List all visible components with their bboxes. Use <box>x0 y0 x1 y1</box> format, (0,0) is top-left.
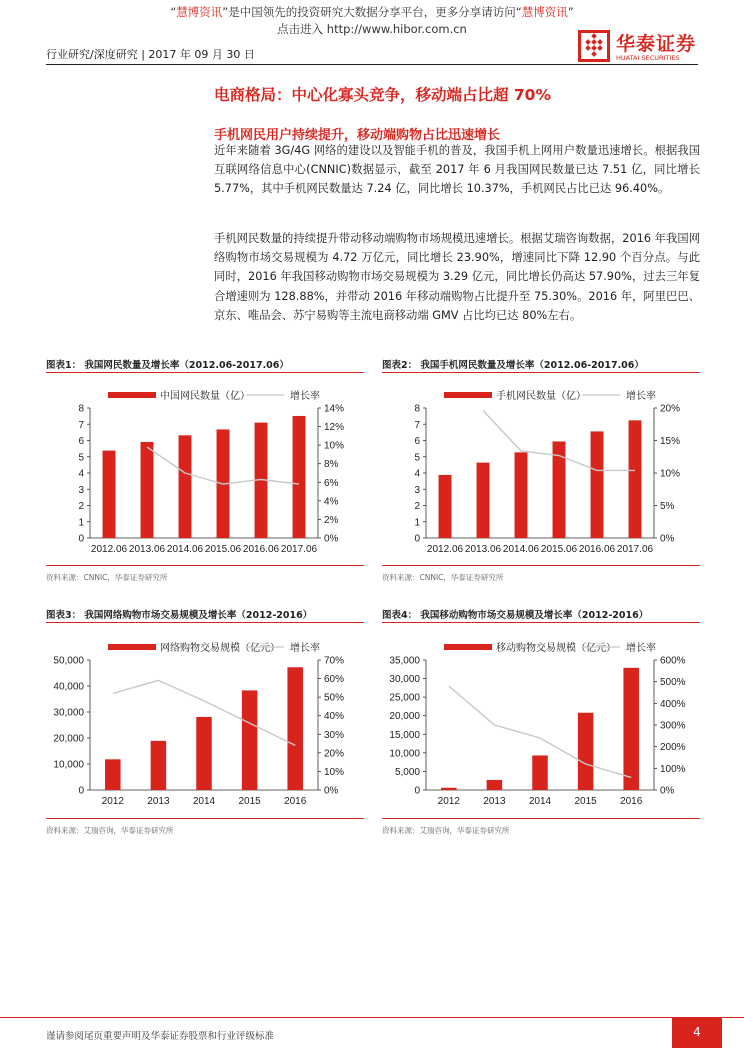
y-right-tick-label: 0% <box>660 533 675 545</box>
y-right-tick-label: 15% <box>660 436 681 447</box>
chart-1 <box>46 380 364 560</box>
y-left-tick-label: 15,000 <box>389 729 420 741</box>
bar <box>151 741 167 790</box>
paragraph-2: 手机网民数量的持续提升带动移动端购物市场规模迅速增长。根据艾瑞咨询数据，2016 年我国网络购物市场交易规模为 4.72 万亿元，同比增长 23.90%，增速同比下降 12.90 个百分点。与此同时，2016 年我国移动购物市场交易规模为 3.29 亿元，同比增长仍高达 57.90%，过去三年复合增速则为 128.88%，并带动 2016 年移动端购物占比提升至 75.30%。2016 年，阿里巴巴、京东、唯品会、苏宁易购等主流电商移动端 GMV 占比均已达 80%左右。 <box>214 232 700 322</box>
y-right-tick-label: 10% <box>660 468 681 480</box>
header-divider <box>46 64 698 65</box>
bar <box>629 420 642 538</box>
footer-disclaimer: 谨请参阅尾页重要声明及华泰证券股票和行业评级标准 <box>46 1031 275 1042</box>
x-tick-label: 2017.06 <box>280 544 318 555</box>
legend-bar-swatch <box>108 644 156 650</box>
legend-line-label: 增长率 <box>626 643 656 654</box>
y-right-tick-label: 20% <box>324 748 345 760</box>
x-tick-label: 2013.06 <box>464 544 502 555</box>
figure-1-title: 图表1： 我国网民数量及增长率（2012.06-2017.06） <box>46 360 289 371</box>
y-right-tick-label: 40% <box>324 711 345 723</box>
figure-2-source: 资料来源：CNNIC，华泰证券研究所 <box>382 573 504 582</box>
figure-1-top-rule <box>46 372 364 373</box>
chart-3 <box>46 632 364 812</box>
bar <box>441 788 457 790</box>
legend-bar-label: 手机网民数量（亿） <box>496 391 586 402</box>
y-right-tick-label: 400% <box>660 698 686 710</box>
y-right-tick-label: 70% <box>324 655 345 667</box>
bar <box>591 431 604 538</box>
logo-subtext: HUATAI SECURITIES <box>616 54 680 62</box>
x-tick-label: 2014.06 <box>502 544 540 555</box>
y-right-tick-label: 30% <box>324 729 345 741</box>
figure-4-top-rule <box>382 622 700 623</box>
legend-bar-swatch <box>108 392 156 398</box>
figure-3-title: 图表3： 我国网络购物市场交易规模及增长率（2012-2016） <box>46 610 313 621</box>
figure-1-bottom-rule <box>46 565 364 566</box>
bar <box>487 780 503 790</box>
y-left-tick-label: 5,000 <box>394 766 420 778</box>
legend <box>444 389 656 402</box>
x-tick-label: 2014.06 <box>166 544 204 555</box>
figure-2-top-rule <box>382 372 700 373</box>
legend-line-label: 增长率 <box>290 391 320 402</box>
legend-line-label: 增长率 <box>626 391 656 402</box>
figure-3-bottom-rule <box>46 818 364 819</box>
chart-4 <box>382 632 700 812</box>
figure-2-title: 图表2： 我国手机网民数量及增长率（2012.06-2017.06） <box>382 360 644 371</box>
banner-brand-link[interactable]: 慧博资讯 <box>176 5 223 19</box>
paragraph-1: 近年来随着 3G/4G 网络的建设以及智能手机的普及，我国手机上网用户数量迅速增长。根据我国互联网络信息中心(CNNIC)数据显示，截至 2017 年 6 月我国网民数量已达 7.51 亿，同比增长 5.77%，其中手机网民数量达 7.24 亿，同比增长 10.37%，手机网民占比已达 96.40%。 <box>214 144 700 196</box>
y-right-tick-label: 0% <box>324 533 339 545</box>
x-tick-label: 2017.06 <box>616 544 654 555</box>
legend-bar-swatch <box>444 644 492 650</box>
bar <box>477 463 490 538</box>
figure-4-bottom-rule <box>382 818 700 819</box>
bar <box>141 442 154 538</box>
x-tick-label: 2015.06 <box>204 544 242 555</box>
y-left-tick-label: 10,000 <box>389 748 420 760</box>
y-right-tick-label: 100% <box>660 763 686 775</box>
y-left-tick-label: 0 <box>78 533 84 545</box>
y-right-tick-label: 300% <box>660 720 686 732</box>
y-left-tick-label: 2 <box>78 501 84 512</box>
y-left-tick-label: 50,000 <box>53 655 84 667</box>
y-left-tick-label: 20,000 <box>389 711 420 723</box>
y-right-tick-label: 0% <box>660 785 675 797</box>
logo-text: 华泰证券 <box>616 33 697 55</box>
y-left-tick-label: 1 <box>414 517 420 529</box>
y-right-tick-label: 10% <box>324 766 345 778</box>
bar <box>103 451 116 538</box>
bar <box>439 475 452 538</box>
y-left-tick-label: 0 <box>78 785 84 797</box>
y-right-tick-label: 14% <box>324 403 345 415</box>
breadcrumb: 行业研究/深度研究 | 2017 年 09 月 30 日 <box>46 48 255 61</box>
y-left-tick-label: 30,000 <box>53 707 84 719</box>
y-right-tick-label: 10% <box>324 440 345 452</box>
company-logo <box>578 28 698 68</box>
bar <box>578 713 594 790</box>
figure-3-source: 资料来源：艾瑞咨询，华泰证券研究所 <box>46 826 174 835</box>
y-right-tick-label: 4% <box>324 496 339 508</box>
y-right-tick-label: 0% <box>324 785 339 797</box>
y-left-tick-label: 40,000 <box>53 681 84 693</box>
chart-2 <box>382 380 700 560</box>
y-right-tick-label: 8% <box>324 459 339 471</box>
page-number: 4 <box>693 1025 701 1039</box>
y-left-tick-label: 10,000 <box>53 759 84 771</box>
x-tick-label: 2012.06 <box>90 544 128 555</box>
y-left-tick-label: 4 <box>414 468 420 480</box>
y-left-tick-label: 4 <box>78 468 84 480</box>
y-right-tick-label: 6% <box>324 477 339 489</box>
page-number-box <box>672 1018 722 1048</box>
legend-bar-swatch <box>444 392 492 398</box>
y-left-tick-label: 8 <box>414 403 420 415</box>
banner-quote-open: “ <box>170 5 177 19</box>
y-left-tick-label: 20,000 <box>53 733 84 745</box>
y-left-tick-label: 5 <box>78 452 84 464</box>
y-right-tick-label: 200% <box>660 742 686 754</box>
banner-brand-link-2[interactable]: 慧博资讯 <box>521 5 568 19</box>
figure-3-top-rule <box>46 622 364 623</box>
x-tick-label: 2015.06 <box>540 544 578 555</box>
x-tick-label: 2015 <box>238 796 261 807</box>
legend-bar-label: 网络购物交易规模（亿元） <box>160 643 280 654</box>
x-tick-label: 2016.06 <box>578 544 616 555</box>
bar <box>293 416 306 538</box>
y-left-tick-label: 8 <box>78 403 84 415</box>
legend-bar-label: 中国网民数量（亿） <box>160 391 250 402</box>
x-tick-label: 2016 <box>284 796 307 807</box>
y-left-tick-label: 5 <box>414 452 420 464</box>
banner-quote-close: ” <box>567 5 574 19</box>
x-tick-label: 2016.06 <box>242 544 280 555</box>
legend <box>444 641 656 654</box>
y-left-tick-label: 6 <box>414 436 420 447</box>
legend-line-label: 增长率 <box>290 643 320 654</box>
bar <box>242 690 258 790</box>
y-left-tick-label: 0 <box>414 533 420 545</box>
y-left-tick-label: 1 <box>78 517 84 529</box>
legend-bar-label: 移动购物交易规模（亿元） <box>496 643 616 654</box>
figure-4-title: 图表4： 我国移动购物市场交易规模及增长率（2012-2016） <box>382 610 649 621</box>
figure-4-source: 资料来源：艾瑞咨询，华泰证券研究所 <box>382 826 510 835</box>
y-left-tick-label: 7 <box>414 419 420 431</box>
y-left-tick-label: 3 <box>414 484 420 496</box>
y-left-tick-label: 2 <box>414 501 420 512</box>
x-tick-label: 2012.06 <box>426 544 464 555</box>
bar <box>105 759 121 790</box>
bar <box>532 755 548 790</box>
legend <box>108 641 320 654</box>
y-right-tick-label: 12% <box>324 422 345 434</box>
footer-divider <box>0 1017 744 1018</box>
top-banner <box>0 4 744 20</box>
x-tick-label: 2012 <box>101 796 124 807</box>
y-right-tick-label: 600% <box>660 655 686 667</box>
y-right-tick-label: 60% <box>324 674 345 686</box>
x-tick-label: 2013 <box>483 796 506 807</box>
y-left-tick-label: 30,000 <box>389 674 420 686</box>
bar <box>623 668 639 790</box>
figure-1-source: 资料来源：CNNIC，华泰证券研究所 <box>46 573 168 582</box>
x-tick-label: 2013.06 <box>128 544 166 555</box>
x-tick-label: 2013 <box>147 796 170 807</box>
y-left-tick-label: 6 <box>78 436 84 447</box>
y-right-tick-label: 2% <box>324 514 339 526</box>
section-subtitle: 手机网民用户持续提升，移动端购物占比迅速增长 <box>214 128 501 143</box>
logo-mark-icon <box>578 30 610 62</box>
y-right-tick-label: 50% <box>324 692 345 704</box>
bar <box>287 667 303 790</box>
section-title: 电商格局：中心化寡头竞争，移动端占比超 70% <box>214 86 551 104</box>
y-left-tick-label: 35,000 <box>389 655 420 667</box>
y-left-tick-label: 25,000 <box>389 692 420 704</box>
x-tick-label: 2014 <box>528 796 552 807</box>
figure-2-bottom-rule <box>382 565 700 566</box>
bar <box>196 717 212 790</box>
y-right-tick-label: 20% <box>660 403 681 415</box>
legend <box>108 389 320 402</box>
y-left-tick-label: 7 <box>78 419 84 431</box>
x-tick-label: 2012 <box>437 796 460 807</box>
y-right-tick-label: 500% <box>660 677 686 689</box>
y-left-tick-label: 0 <box>414 785 420 797</box>
bar <box>515 452 528 538</box>
y-left-tick-label: 3 <box>78 484 84 496</box>
x-tick-label: 2016 <box>620 796 643 807</box>
banner-link[interactable]: 点击进入 http://www.hibor.com.cn <box>277 22 467 36</box>
bar <box>179 435 192 538</box>
banner-text: ”是中国领先的投资研究大数据分享平台，更多分享请访问“ <box>222 5 522 19</box>
x-tick-label: 2015 <box>574 796 597 807</box>
y-right-tick-label: 5% <box>660 501 675 512</box>
x-tick-label: 2014 <box>192 796 216 807</box>
